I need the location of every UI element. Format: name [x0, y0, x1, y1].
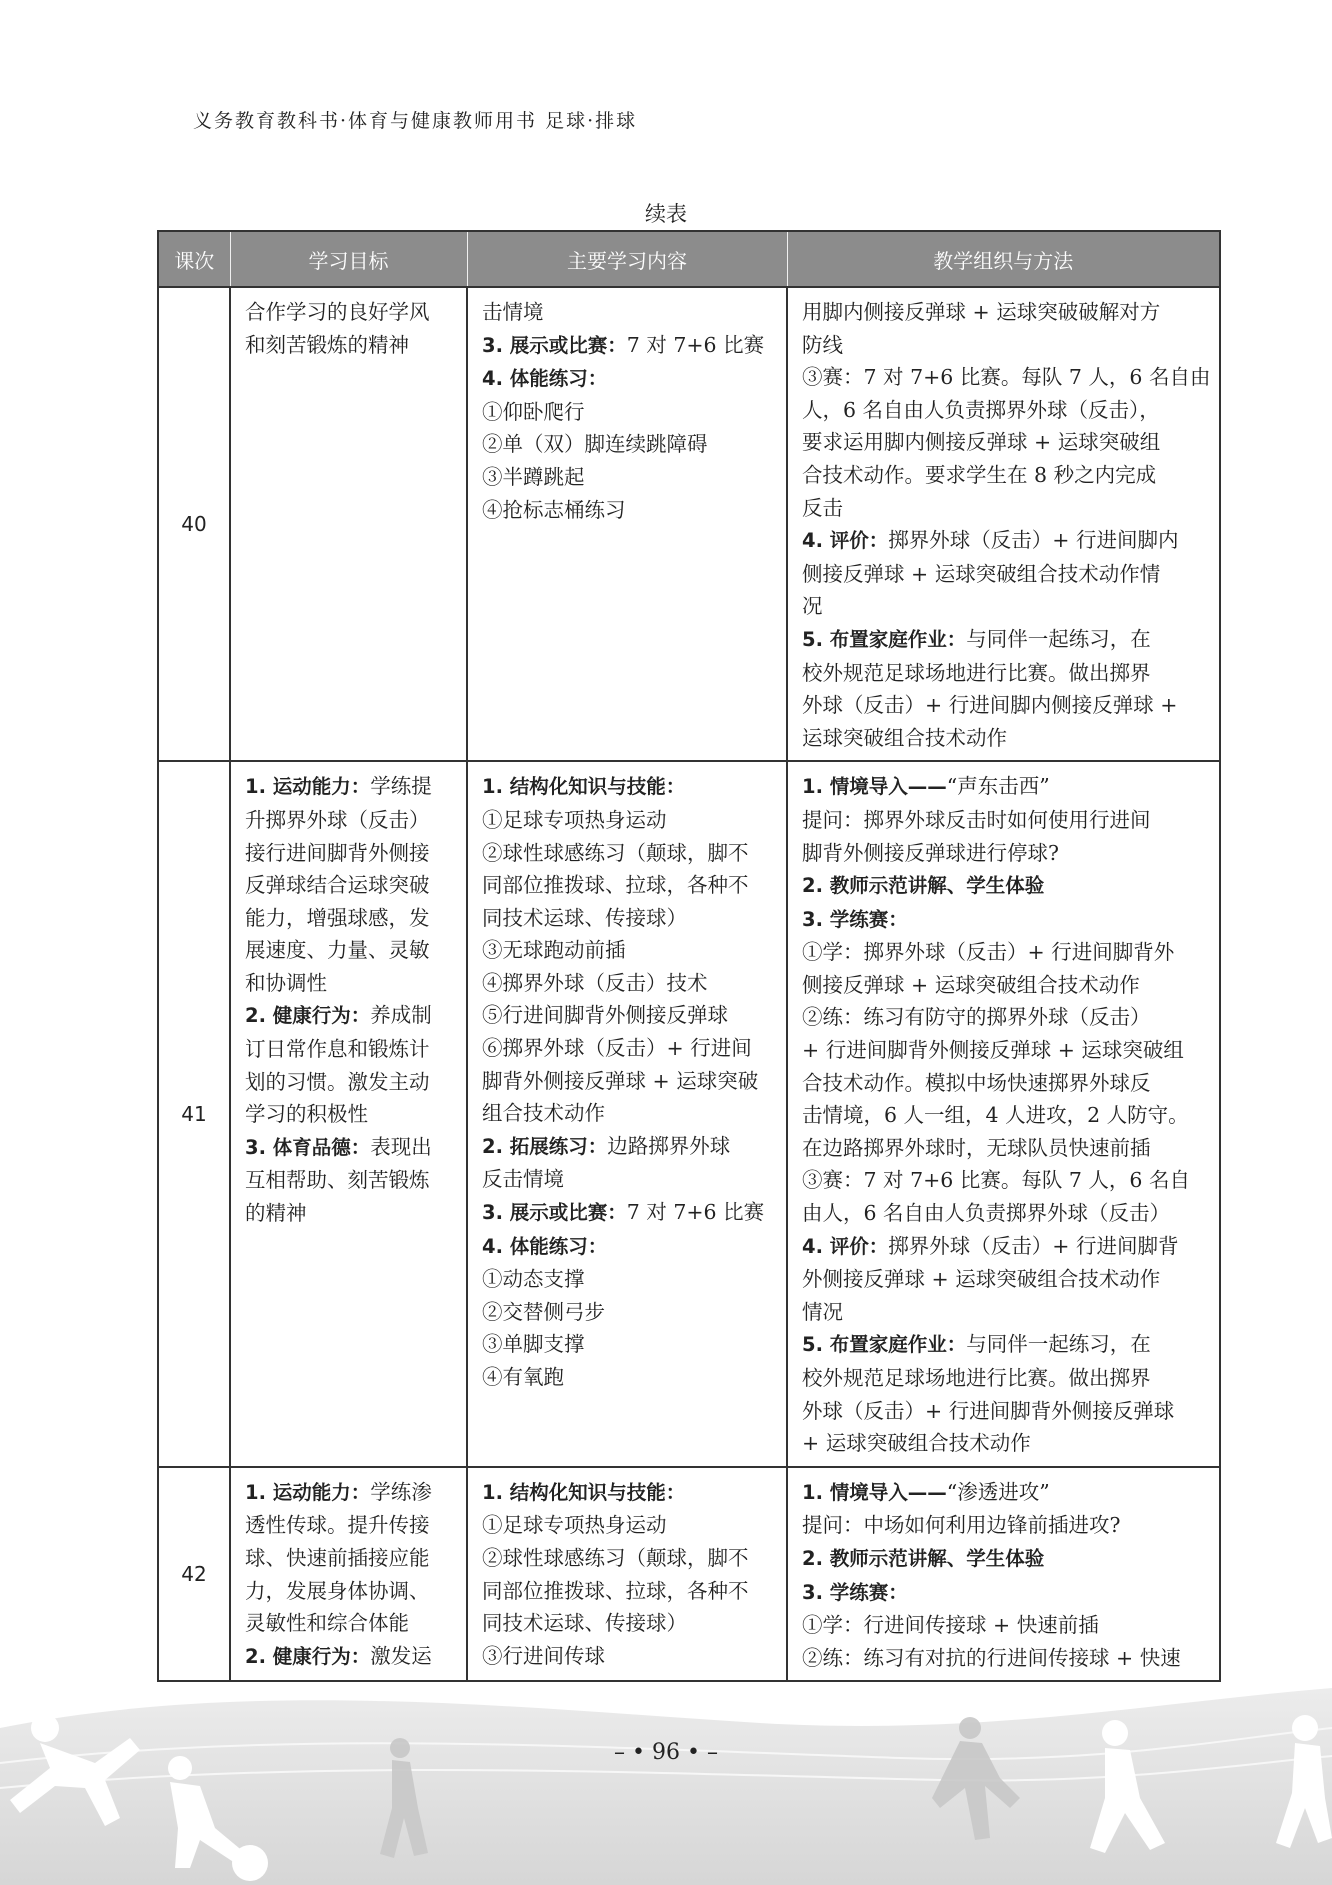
line-text: ②球性球感练习（颠球，脚不	[482, 1545, 749, 1570]
line-text: ②练：练习有防守的掷界外球（反击）	[802, 1005, 1151, 1030]
line-text: ③单脚支撑	[482, 1332, 585, 1357]
line-text: ③无球跑动前插	[482, 938, 626, 963]
line-text: 反击	[802, 495, 843, 520]
cell-line	[802, 524, 1205, 558]
line-text: ④掷界外球（反击）技术	[482, 970, 708, 995]
line-text: 激发运	[370, 1643, 432, 1668]
cell-line	[482, 1263, 772, 1296]
cell-line	[482, 1607, 772, 1640]
cell-line	[802, 1542, 1205, 1576]
line-text: 和协调性	[245, 970, 327, 995]
bold-label: 4. 体能练习：	[482, 1234, 608, 1258]
line-text: 订日常作息和锻炼计	[245, 1037, 430, 1062]
table-row	[158, 287, 1220, 761]
bold-label: 2. 健康行为：	[245, 1004, 371, 1028]
cell-line	[245, 1607, 452, 1640]
cell-line	[245, 1033, 452, 1066]
line-text: 况	[802, 594, 823, 619]
bold-label: 3. 展示或比赛：	[482, 1201, 627, 1225]
line-text: ②球性球感练习（颠球，脚不	[482, 840, 749, 865]
header-goal: 学习目标	[230, 231, 467, 287]
line-text: 提问：中场如何利用边锋前插进攻?	[802, 1513, 1121, 1538]
cell-line	[245, 967, 452, 1000]
cell-line	[802, 1395, 1205, 1428]
line-text: 的精神	[245, 1201, 307, 1226]
content-cell	[467, 1467, 787, 1682]
cell-line	[245, 1098, 452, 1131]
lesson-number: 40	[158, 287, 230, 761]
bold-label: 2. 教师示范讲解、学生体验	[802, 874, 1045, 898]
line-text: ③赛：7 对 7+6 比赛。每队 7 人，6 名自	[802, 1168, 1190, 1193]
cell-line	[482, 1361, 772, 1394]
cell-line	[802, 1296, 1205, 1329]
line-text: 学习的积极性	[245, 1102, 368, 1127]
cell-line	[245, 902, 452, 935]
line-text: 外侧接反弹球 + 运球突破组合技术动作	[802, 1267, 1161, 1292]
line-text: 掷界外球（反击）+ 行进间脚背	[888, 1233, 1179, 1258]
cell-line	[802, 329, 1205, 362]
cell-line	[482, 869, 772, 902]
cell-line	[802, 969, 1205, 1002]
line-text: ②交替侧弓步	[482, 1299, 605, 1324]
cell-line	[802, 623, 1205, 657]
cell-line	[802, 492, 1205, 525]
bold-label: 2. 教师示范讲解、学生体验	[802, 1546, 1045, 1570]
cell-line	[802, 837, 1205, 870]
line-text: 同技术运球、传接球）	[482, 1611, 687, 1636]
cell-line	[482, 1032, 772, 1065]
cell-line	[482, 770, 772, 804]
cell-line	[802, 869, 1205, 903]
cell-line	[482, 967, 772, 1000]
cell-line	[245, 1575, 452, 1608]
cell-line	[802, 1263, 1205, 1296]
line-text: ⑤行进间脚背外侧接反弹球	[482, 1003, 728, 1028]
cell-line	[482, 362, 772, 396]
line-text: ④抢标志桶练习	[482, 497, 626, 522]
lesson-number: 41	[158, 761, 230, 1466]
cell-line	[482, 1130, 772, 1164]
line-text: 接行进间脚背外侧接	[245, 840, 430, 865]
line-text: 表现出	[370, 1134, 432, 1159]
cell-line	[482, 461, 772, 494]
cell-line	[482, 1196, 772, 1230]
bold-label: 1. 情境导入——	[802, 1480, 947, 1504]
goal-cell	[230, 761, 467, 1466]
line-text: 用脚内侧接反弹球 + 运球突破破解对方	[802, 300, 1161, 324]
line-text: 防线	[802, 332, 843, 357]
cell-line	[482, 1065, 772, 1098]
cell-line	[482, 1163, 772, 1196]
cell-line	[482, 1097, 772, 1130]
line-text: 击情境	[482, 300, 544, 324]
bold-label: 3. 学练赛：	[802, 1580, 908, 1604]
bold-label: 4. 体能练习：	[482, 367, 608, 391]
table-caption: 续表	[645, 202, 687, 226]
line-text: 人，6 名自由人负责掷界外球（反击），	[802, 397, 1160, 422]
bold-label: 1. 结构化知识与技能：	[482, 1480, 686, 1504]
line-text: 划的习惯。激发主动	[245, 1069, 430, 1094]
cell-line	[245, 1066, 452, 1099]
cell-line	[482, 1575, 772, 1608]
lesson-number: 42	[158, 1467, 230, 1682]
line-text: 掷界外球（反击）+ 行进间脚内	[888, 528, 1179, 553]
cell-line	[245, 837, 452, 870]
line-text: 校外规范足球场地进行比赛。做出掷界	[802, 1366, 1151, 1390]
bold-label: 1. 运动能力：	[245, 1480, 371, 1504]
line-text: 与同伴一起练习，在	[966, 626, 1151, 651]
goal-cell	[230, 287, 467, 761]
line-text: 侧接反弹球 + 运球突破组合技术动作情	[802, 561, 1161, 586]
cell-line	[802, 722, 1205, 755]
line-text: 反弹球结合运球突破	[245, 873, 430, 898]
line-text: 外球（反击）+ 行进间脚内侧接反弹球 +	[802, 693, 1178, 718]
cell-line	[802, 1099, 1205, 1132]
cell-line	[245, 869, 452, 902]
cell-line	[802, 770, 1205, 804]
cell-line	[802, 558, 1205, 591]
line-text: 击情境，6 人一组，4 人进攻，2 人防守。	[802, 1103, 1189, 1128]
cell-line	[482, 902, 772, 935]
cell-line	[802, 459, 1205, 492]
cell-line	[802, 689, 1205, 722]
line-text: 同部位推拨球、拉球，各种不	[482, 1578, 749, 1603]
cell-line	[802, 1328, 1205, 1362]
cell-line	[482, 428, 772, 461]
line-text: 力，发展身体协调、	[245, 1578, 430, 1603]
cell-line	[802, 804, 1205, 837]
running-header: 义务教育教科书·体育与健康教师用书 足球·排球	[193, 110, 638, 132]
line-text: 能力，增强球感，发	[245, 905, 430, 930]
bold-label: 3. 学练赛：	[802, 907, 908, 931]
method-cell	[787, 1467, 1220, 1682]
line-text: 提问：掷界外球反击时如何使用行进间	[802, 807, 1151, 832]
cell-line	[802, 1230, 1205, 1264]
cell-line	[802, 903, 1205, 937]
line-text: + 行进间脚背外侧接反弹球 + 运球突破组	[802, 1038, 1184, 1063]
line-text: 学练提	[370, 774, 432, 799]
bold-label: 3. 体育品德：	[245, 1135, 371, 1159]
cell-line	[482, 1476, 772, 1510]
cell-line	[245, 329, 452, 362]
bold-label: 3. 展示或比赛：	[482, 333, 627, 357]
line-text: 同部位推拨球、拉球，各种不	[482, 873, 749, 898]
bold-label: 2. 拓展练习：	[482, 1134, 608, 1158]
line-text: 侧接反弹球 + 运球突破组合技术动作	[802, 972, 1140, 997]
cell-line	[802, 1476, 1205, 1510]
line-text: ①动态支撑	[482, 1267, 585, 1292]
line-text: ①足球专项热身运动	[482, 1513, 667, 1538]
bold-label: 1. 运动能力：	[245, 775, 371, 799]
cell-line	[802, 1362, 1205, 1395]
line-text: ③行进间传球	[482, 1643, 605, 1668]
cell-line	[482, 804, 772, 837]
cell-line	[802, 1001, 1205, 1034]
cell-line	[482, 1542, 772, 1575]
line-text: 学练渗	[370, 1479, 432, 1504]
cell-line	[802, 394, 1205, 427]
cell-line	[482, 999, 772, 1032]
cell-line	[802, 296, 1205, 329]
line-text: 球、快速前插接应能	[245, 1545, 430, 1570]
cell-line	[802, 590, 1205, 623]
line-text: 要求运用脚内侧接反弹球 + 运球突破组	[802, 430, 1161, 455]
line-text: 7 对 7+6 比赛	[626, 332, 765, 357]
content-cell	[467, 287, 787, 761]
cell-line	[482, 494, 772, 527]
line-text: 外球（反击）+ 行进间脚背外侧接反弹球	[802, 1398, 1175, 1423]
line-text: 在边路掷界外球时，无球队员快速前插	[802, 1135, 1151, 1160]
cell-line	[802, 1576, 1205, 1610]
line-text: 养成制	[370, 1003, 432, 1028]
header-lesson: 课次	[158, 231, 230, 287]
cell-line	[245, 770, 452, 804]
line-text: 合技术动作。模拟中场快速掷界外球反	[802, 1070, 1151, 1095]
cell-line	[482, 1509, 772, 1542]
line-text: 运球突破组合技术动作	[802, 725, 1007, 750]
line-text: 同技术运球、传接球）	[482, 905, 687, 930]
cell-line	[482, 1230, 772, 1264]
cell-line	[245, 1197, 452, 1230]
cell-line	[245, 1131, 452, 1165]
line-text: 由人，6 名自由人负责掷界外球（反击）	[802, 1201, 1171, 1226]
cell-line	[802, 361, 1211, 394]
line-text: 合技术动作。要求学生在 8 秒之内完成	[802, 462, 1157, 487]
cell-line	[482, 1296, 772, 1329]
cell-line	[245, 296, 452, 329]
line-text: 灵敏性和综合体能	[245, 1611, 409, 1636]
line-text: 情况	[802, 1299, 843, 1324]
line-text: ①仰卧爬行	[482, 399, 585, 424]
method-cell	[787, 287, 1220, 761]
cell-line	[802, 1509, 1205, 1542]
line-text: 互相帮助、刻苦锻炼	[245, 1168, 430, 1193]
line-text: ③赛：7 对 7+6 比赛。每队 7 人，6 名自由	[802, 365, 1211, 390]
line-text: ④有氧跑	[482, 1365, 564, 1389]
bold-label: 4. 评价：	[802, 529, 889, 553]
line-text: 7 对 7+6 比赛	[626, 1200, 765, 1225]
cell-line	[802, 1067, 1205, 1100]
line-text: + 运球突破组合技术动作	[802, 1431, 1031, 1456]
cell-line	[245, 1476, 452, 1510]
header-method: 教学组织与方法	[787, 231, 1220, 287]
line-text: 反击情境	[482, 1167, 564, 1192]
cell-line	[802, 1132, 1205, 1165]
table-row	[158, 761, 1220, 1466]
cell-line	[482, 396, 772, 429]
page-number: – • 96 • –	[614, 1740, 718, 1765]
cell-line	[802, 1197, 1205, 1230]
cell-line	[482, 296, 772, 329]
line-text: 脚背外侧接反弹球进行停球?	[802, 840, 1059, 865]
bold-label: 1. 情境导入——	[802, 775, 947, 799]
bold-label: 5. 布置家庭作业：	[802, 1333, 967, 1357]
cell-line	[245, 934, 452, 967]
cell-line	[482, 934, 772, 967]
cell-line	[802, 936, 1205, 969]
line-text: 与同伴一起练习，在	[966, 1332, 1151, 1357]
bold-label: 2. 健康行为：	[245, 1644, 371, 1668]
line-text: 升掷界外球（反击）	[245, 807, 430, 832]
cell-line	[245, 999, 452, 1033]
cell-line	[245, 1509, 452, 1542]
line-text: ①学：行进间传接球 + 快速前插	[802, 1613, 1099, 1638]
table-header-row	[158, 231, 1220, 287]
cell-line	[802, 657, 1205, 690]
cell-line	[802, 426, 1205, 459]
line-text: ①足球专项热身运动	[482, 807, 667, 832]
line-text: 组合技术动作	[482, 1101, 605, 1126]
bold-label: 1. 结构化知识与技能：	[482, 775, 686, 799]
goal-cell	[230, 1467, 467, 1682]
cell-line	[802, 1427, 1205, 1460]
table-row	[158, 1467, 1220, 1682]
line-text: 脚背外侧接反弹球 + 运球突破	[482, 1068, 759, 1093]
line-text: “渗透进攻”	[946, 1479, 1050, 1504]
line-text: ③半蹲跳起	[482, 464, 585, 489]
line-text: ②单（双）脚连续跳障碍	[482, 432, 708, 457]
line-text: ①学：掷界外球（反击）+ 行进间脚背外	[802, 940, 1175, 965]
line-text: “声东击西”	[946, 774, 1050, 799]
cell-line	[802, 1164, 1205, 1197]
header-content: 主要学习内容	[467, 231, 787, 287]
cell-line	[245, 804, 452, 837]
line-text: 合作学习的良好学风	[245, 300, 430, 324]
cell-line	[482, 1328, 772, 1361]
content-cell	[467, 761, 787, 1466]
footer-decoration	[0, 1668, 1332, 1885]
cell-line	[802, 1034, 1205, 1067]
bold-label: 5. 布置家庭作业：	[802, 627, 967, 651]
line-text: ⑥掷界外球（反击）+ 行进间	[482, 1036, 752, 1061]
lesson-plan-table	[157, 230, 1221, 1682]
line-text: 和刻苦锻炼的精神	[245, 332, 409, 357]
line-text: 边路掷界外球	[607, 1133, 731, 1158]
cell-line	[245, 1164, 452, 1197]
cell-line	[482, 329, 772, 363]
cell-line	[802, 1609, 1205, 1642]
line-text: 透性传球。提升传接	[245, 1513, 430, 1538]
line-text: ②练：练习有对抗的行进间传接球 + 快速	[802, 1645, 1181, 1670]
line-text: 校外规范足球场地进行比赛。做出掷界	[802, 660, 1151, 685]
method-cell	[787, 761, 1220, 1466]
cell-line	[482, 837, 772, 870]
bold-label: 4. 评价：	[802, 1234, 889, 1258]
cell-line	[245, 1542, 452, 1575]
line-text: 展速度、力量、灵敏	[245, 938, 430, 963]
